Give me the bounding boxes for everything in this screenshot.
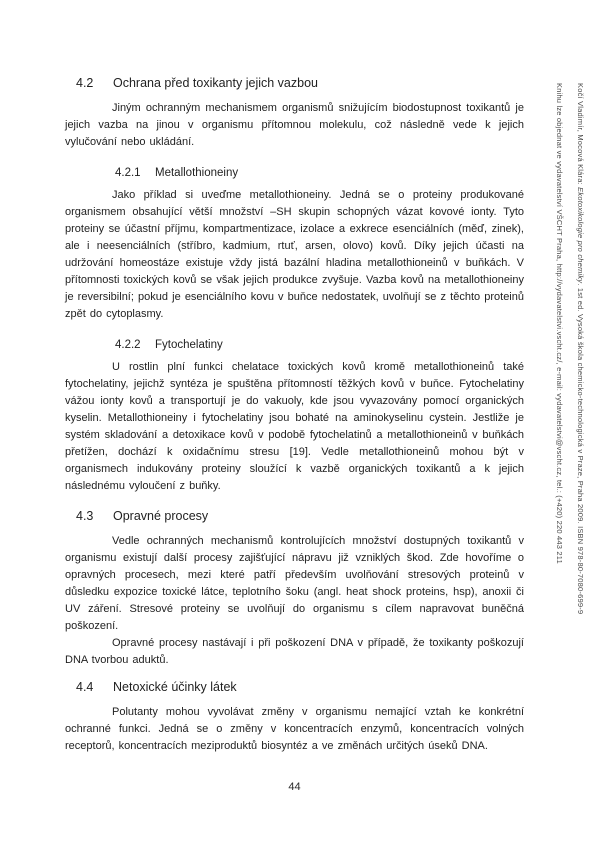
section-heading-4-4 bbox=[65, 680, 524, 695]
section-title: Opravné procesy bbox=[113, 509, 209, 523]
subsection-number: 4.2.2 bbox=[115, 339, 141, 351]
paragraph: U rostlin plní funkci chelatace toxických kovů kromě metallothioneinů také fytochelatiny, jejichž syntéza je spuštěna přítomností těžkých kovů v buňce. Fytochelatiny vážou ionty kovů a transportují je do vakuoly, kde jsou vyvazovány pomocí organických kyselin. Metallothioneiny i fytochelatiny jsou bohaté na aminokyselinu cystein. Jestliže je systém skladování a detoxikace kovů v podobě fytochelatinů a metallothioneinů v buňkách přetížen, dochází k oxidačnímu stresu [19]. Vedle metallothioneinů mohou být v organismech indukovány proteiny sloužící k vazbě organických toxikantů a k jejich následnému vyloučení z buňky. bbox=[65, 361, 524, 492]
subsection-title: Fytochelatiny bbox=[155, 339, 223, 351]
citation-book-title: Ekotoxikologie pro chemiky bbox=[576, 187, 585, 284]
section-number: 4.4 bbox=[76, 680, 94, 694]
paragraph: Polutanty mohou vyvolávat změny v organismu nemající vztah ke konkrétní ochranné funkci. Jedná se o změny v koncentracích enzymů, koncentracích volných receptorů, koncentracích meziproduktů biosyntéz a ve změnách určitých úseků DNA. bbox=[65, 706, 524, 752]
section-title: Netoxické účinky látek bbox=[113, 680, 237, 694]
citation-line bbox=[570, 83, 591, 614]
subsection-heading-4-2-2 bbox=[65, 338, 524, 352]
paragraph: Jiným ochranným mechanismem organismů snižujícím biodostupnost toxikantů je jejich vazba na jinou v organismu přítomnou molekulu, což následně vede k jejich vylučování nebo ukládání. bbox=[65, 102, 524, 148]
subsection-number: 4.2.1 bbox=[115, 167, 141, 179]
page-content bbox=[65, 76, 524, 755]
citation-order-line: Knihu lze objednat ve vydavatelství VŠCHT Praha, http://vydavatelstvi.vscht.cz/, e-mail: vydavatelstvi@vscht.cz, tel.: (+420) 220 443 211 bbox=[555, 83, 564, 564]
section-heading-4-3 bbox=[65, 509, 524, 524]
margin-citation bbox=[549, 83, 591, 614]
citation-authors: Kočí Vladimír, Mocová Klára: bbox=[576, 83, 585, 188]
section-heading-4-2 bbox=[65, 76, 524, 91]
subsection-heading-4-2-1 bbox=[65, 166, 524, 180]
section-number: 4.2 bbox=[76, 76, 94, 90]
paragraph: Vedle ochranných mechanismů kontrolujících množství dostupných toxikantů v organismu existují další procesy zajišťující nápravu již vzniklých škod. Zde hovoříme o opravných procesech, mezi které patří především uvolňování stresových proteinů v důsledku expozice toxické látce, teplotního šoku (angl. heat shock proteins, hsp), anoxii či UV záření. Stresové proteiny se uvolňují do organismu s cílem napravovat buněčná poškození. bbox=[65, 535, 524, 632]
citation-publisher-isbn: . 1st ed. Vysoká škola chemicko-technologická v Praze, Praha 2009. ISBN 978-80-7080-699-9 bbox=[576, 283, 585, 615]
subsection-title: Metallothioneiny bbox=[155, 167, 239, 179]
section-title: Ochrana před toxikanty jejich vazbou bbox=[113, 76, 318, 90]
paragraph: Jako příklad si uveďme metallothioneiny. Jedná se o proteiny produkované organismem obsahující větší množství –SH skupin schopných vázat kovové ionty. Tyto proteiny se účastní příjmu, kompartmentizace, izolace a exkrece esenciálních (měď, zinek), ale i neesenciálních (stříbro, kadmium, rtuť, arsen, olovo) kovů. Díky jejich účasti na udržování homeostáze existuje vždy jistá bazální hladina metallothioneinů v buňkách. V přítomnosti toxických kovů se však jejich produkce zvyšuje. Vazba kovů na metallothioneiny je reversibilní; pokud je esenciálního kovu v buňce nedostatek, uvolňují se z těchto proteinů zpět do cytoplasmy. bbox=[65, 189, 524, 320]
section-number: 4.3 bbox=[76, 509, 94, 523]
paragraph: Opravné procesy nastávají i při poškození DNA v případě, že toxikanty poškozují DNA tvorbou aduktů. bbox=[65, 637, 524, 666]
page-number: 44 bbox=[288, 781, 301, 793]
